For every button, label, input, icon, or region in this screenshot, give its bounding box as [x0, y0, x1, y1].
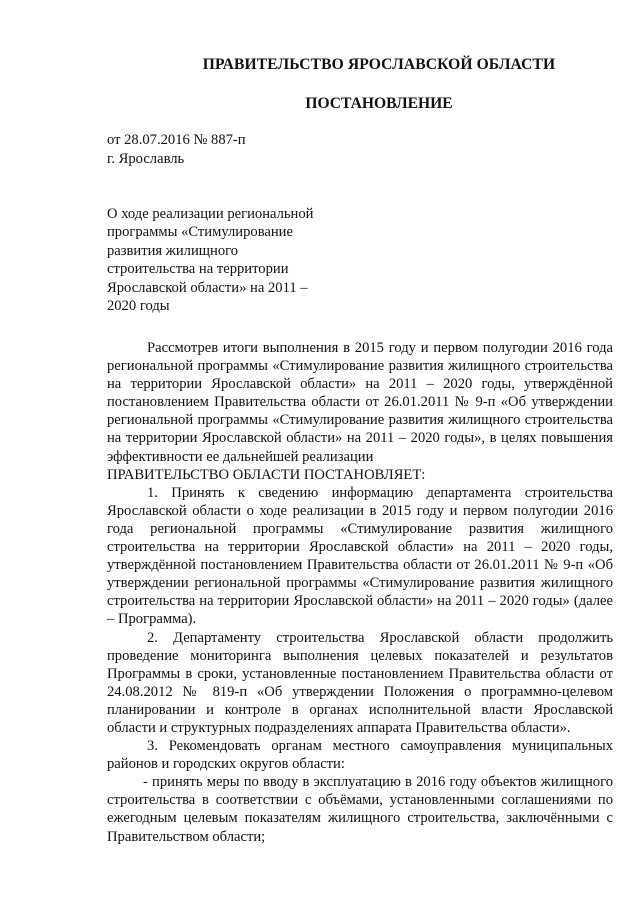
document-subject: [107, 205, 347, 315]
item-3-paragraph: 3. Рекомендовать органам местного самоуправления муниципальных районов и городских округов области:: [107, 738, 613, 773]
item-2-paragraph: 2. Департаменту строительства Ярославской области продолжить проведение мониторинга выполнения целевых показателей и результатов Программы в сроки, установленные постановлением Правительства области от 24.08.2012 № 819-п «Об утверждении Положения о программно-целевом планировании и контроле в органах исполнительной власти Ярославской области и структурных подразделениях аппарата Правительства области».: [107, 629, 613, 736]
subject-line: программы «Стимулирование: [107, 224, 293, 241]
subject-line: развития жилищного: [107, 242, 239, 259]
document-meta: [107, 131, 246, 169]
item-1-paragraph: 1. Принять к сведению информацию департамента строительства Ярославской области о ходе реализации в 2015 году и первом полугодии 2016 года региональной программы «Стимулирование развития жилищного строительства на территории Ярославской области» на 2011 – 2020 годы, утверждённой постановлением Правительства области от 26.01.2011 № 9-п «Об утверждении региональной программы «Стимулирование развития жилищного строительства на территории Ярославской области» на 2011 – 2020 годы» (далее – Программа).: [107, 484, 613, 628]
city: г. Ярославль: [107, 151, 185, 167]
document-body: [107, 339, 613, 846]
document-type-title: ПОСТАНОВЛЕНИЕ: [305, 95, 453, 112]
government-title: ПРАВИТЕЛЬСТВО ЯРОСЛАВСКОЙ ОБЛАСТИ: [202, 56, 556, 73]
item-3-subitem-1: - принять меры по вводу в эксплуатацию в 2016 году объектов жилищного строительства в соответствии с объёмами, установленными соглашениями по ежегодным целевым показателям жилищного строительства, заключёнными с Правительством области;: [107, 774, 613, 845]
subject-line: О ходе реализации региональной: [107, 206, 314, 222]
resolves-heading: ПРАВИТЕЛЬСТВО ОБЛАСТИ ПОСТАНОВЛЯЕТ:: [107, 466, 426, 483]
date-number: от 28.07.2016 № 887-п: [107, 132, 246, 148]
preamble-paragraph: Рассмотрев итоги выполнения в 2015 году и первом полугодии 2016 года региональной программы «Стимулирование развития жилищного строительства на территории Ярославской области» на 2011 – 2020 годы, утверждённой постановлением Правительства области от 26.01.2011 № 9-п «Об утверждении региональной программы «Стимулирование развития жилищного строительства на территории Ярославской области» на 2011 – 2020 годы», в целях повышения эффективности ее дальнейшей реализации: [107, 340, 613, 465]
subject-line: Ярославской области» на 2011 –: [107, 279, 308, 296]
subject-line: строительства на территории: [107, 261, 289, 278]
subject-line: 2020 годы: [107, 298, 170, 315]
